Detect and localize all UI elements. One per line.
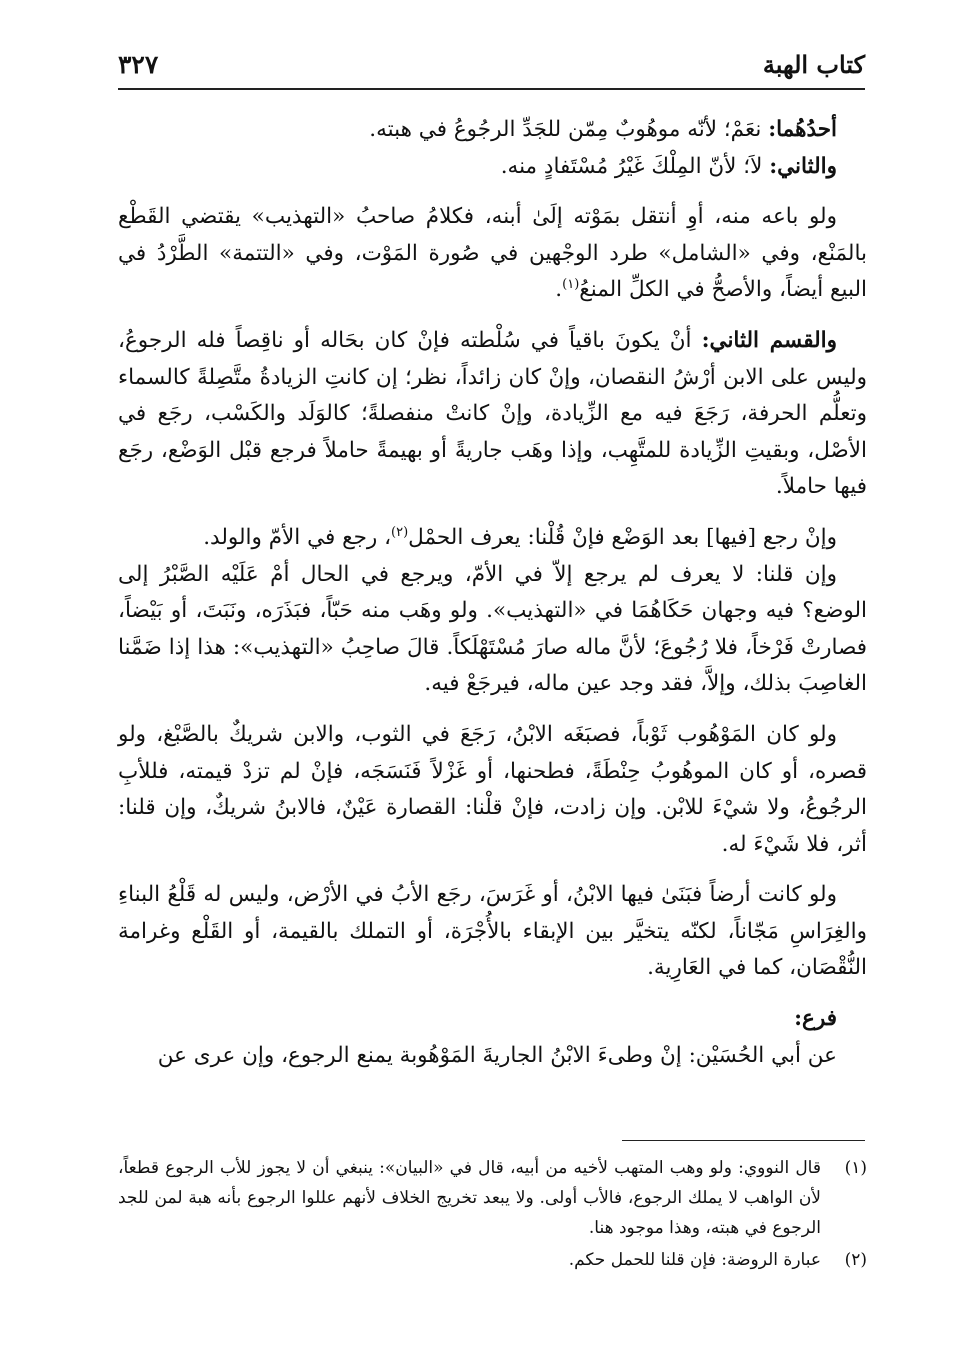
- paragraph-text: ولو باعه منه، أوِ أنتقل بمَوْته إلَىٰ أبنه، فكلامُ صاحبُ «التهذيب» يقتضي القَطْع بالمَنْع، وفي «الشامل» طرد الوجْهين في صُورة المَوْت، وفي «التتمة» الطَّرْدُ في البيع أيضاً، والأصحُّ في الكلِّ المنعُ: [118, 204, 867, 303]
- paragraph-lead: والقسم الثاني:: [701, 327, 837, 353]
- footnote-ref[interactable]: (٢): [391, 524, 409, 540]
- paragraph-lead: والثاني:: [769, 153, 837, 179]
- footnote-separator: [622, 1140, 865, 1141]
- page-number: ٣٢٧: [118, 49, 159, 79]
- footnote-text: عبارة الروضة: فإن قلنا للحمل حكم.: [568, 1250, 821, 1270]
- paragraph-lead: أحدُهُما:: [768, 117, 837, 142]
- paragraph-tail: .: [555, 277, 563, 303]
- paragraph-text: وإن قلنا: لا يعرف لم يرجع إلاّ في الأمّ، ويرجع في الحال أمْ عَلَيْه الصَّبْرُ إلى الوضع؟ فيه وجهان حَكَاهُمَا في «التهذيب». ولو وهَب منه حَبّاً، فبَذَرَه، ونَبَتَ، أو بَيْضاً، فصارتْ فَرْخاً، فلا رُجُوعَ؛ لأنَّ ماله صارَ مُسْتَهْلَكاً. قالَ صاحِبُ «التهذيب»: هذا إذا ضَمَّنا الغاصِبَ بذلك، وإلاَّ، فقد وجد عين ماله، فيرجَعْ فيه.: [118, 561, 867, 697]
- paragraph: عن أبي الحُسَيْن: إنْ وطىءَ الابْنُ الجاريةَ المَوْهُوبة يمنع الرجوع، وإن عرى عن: [157, 1042, 837, 1068]
- paragraph: [118, 199, 867, 309]
- footnote: [118, 1245, 867, 1275]
- paragraph-text: لاَ؛ لأنّ المِلْكَ غَيْرُ مُسْتَفادٍ منه.: [500, 153, 770, 179]
- paragraph: [118, 149, 867, 186]
- footnotes: [118, 1153, 867, 1277]
- paragraph: [118, 557, 867, 703]
- paragraph-text: ولو كانت أرضاً فبَنَىٰ فيها الابْنُ، أو غَرَسَ، رجَع الأبُ في الأرْض، وليس له قَلْعُ البناءِ والغِرَاسِ مَجّاناً، لكنّه يتخيَّر بين الإبقاء بالأُجْرَة، أو التملك بالقيمة، أو القَلْع وغرامة النُّقْصَان، كما في العَارِية.: [118, 882, 867, 981]
- main-text: [118, 112, 867, 1074]
- paragraph: [118, 717, 867, 863]
- paragraph-text: وإنْ رجع [فيها] بعد الوَضْع فإنْ قُلْنا: يعرف الحمْل: [408, 524, 837, 550]
- paragraph-text: ولو كان المَوْهُوب ثَوْباً، فصبَغَه الابْنُ، رَجَعَ في الثوب، والابن شريكٌ بالصَّبْغ، ولو قصره، أو كان الموهُوبُ حِنْطَةً، فطحنها، أو غَزْلاً فَنَسَجَه، فإنْ لم تزدْ قيمته، فللأبِ الرجُوعُ، ولا شيْءَ للابْن. وإن زادت، فإنْ قلْنا: القصارة عَيْنٌ، فالابنُ شريكٌ، وإن قلنا: أثر، فلا شَيْءَ له.: [118, 721, 867, 857]
- section-heading: فرع:: [794, 1006, 837, 1032]
- footnote-ref[interactable]: (١): [562, 277, 580, 293]
- paragraph: [118, 877, 867, 987]
- paragraph-tail: ، رجع في الأمّ والولد.: [203, 524, 392, 550]
- paragraph: [118, 112, 867, 149]
- running-title: كتاب الهبة: [762, 49, 865, 79]
- paragraph-text: نعَمْ؛ لأنّه موهُوبٌ مِمّن للجَدِّ الرجُوعُ في هبته.: [369, 117, 769, 142]
- paragraph: [118, 520, 867, 557]
- paragraph-text: أنْ يكونَ باقياً في سُلْطته فإنْ كان بحَاله أو ناقِصاً فله الرجوعُ، وليس على الابن أرْشُ النقصان، وإنْ كان زائداً، نظر؛ إن كانتِ الزيادةُ متَّصِلةً كالسماء وتعلُّم الحرفة، رَجَعَ فيه مع الزِّيادة، وإنْ كانتْ منفصلةً؛ كالوَلَد والكَسْب، رجَع في الأصْل، وبقيتِ الزِّيادة للمتَّهِب، وإذا وهَب جاريةً أو بهيمةً حاملاً فرجع قبْل الوَضْع، رجَع فيها حاملاً.: [118, 327, 867, 500]
- footnote-text: قال النووي: ولو وهب المتهب لأخيه من أبيه، قال في «البيان»: ينبغي أن لا يجوز للأب الرجوع قطعاً، لأن الواهب لا يملك الرجوع، فالأب أولى. ولا يبعد تخريج الخلاف لأنهم عللوا الرجوع بأنه هبة لمن للجد الرجوع في هبته، وهذا موجود هنا.: [118, 1158, 821, 1238]
- paragraph: [118, 323, 867, 506]
- footnote-number: (١): [844, 1158, 867, 1178]
- footnote: [118, 1153, 867, 1243]
- page-header: [118, 40, 865, 90]
- footnote-number: (٢): [844, 1250, 867, 1270]
